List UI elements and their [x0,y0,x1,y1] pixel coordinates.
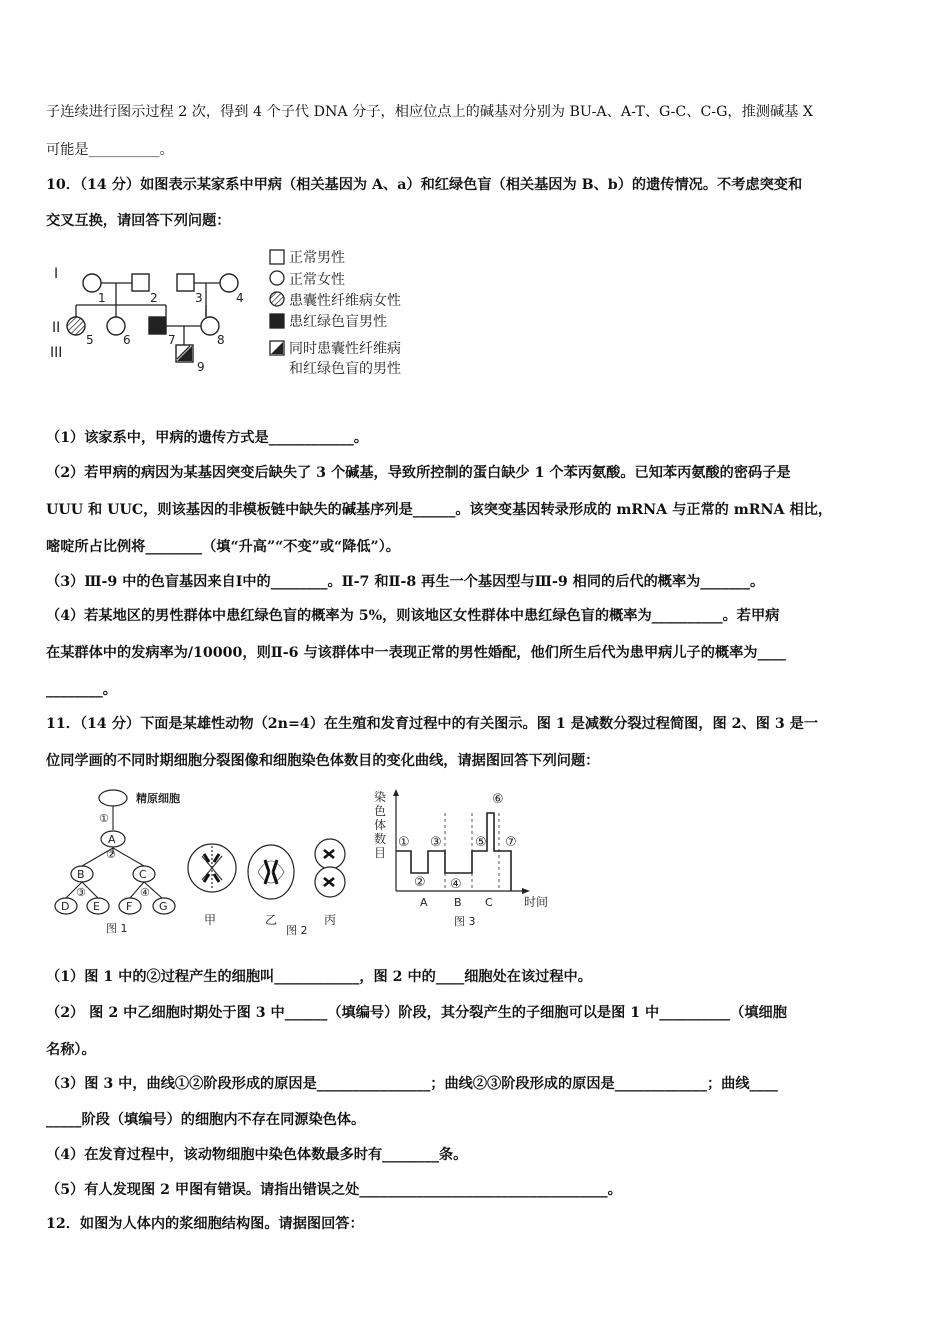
individual-II5 [67,317,85,335]
q11-intro-1: 11．（14 分）下面是某雄性动物（2n=4）在生殖和发育过程中的有关图示。图 1 是减数分裂过程简图，图 2、图 3 是一 [46,716,819,732]
fig1-step-1: ① [99,812,109,825]
fig3-stage-6: ⑥ [492,792,504,807]
num-2: 2 [150,291,158,305]
q9-line-2: 可能是__________。 [46,142,174,158]
fig3-ylabel-4: 数 [374,832,387,846]
q10-sub-2b: UUU 和 UUC，则该基因的非模板链中缺失的碱基序列是______。该突变基因转录形成的 mRNA 与正常的 mRNA 相比， [46,502,833,518]
q11-sub-2b: 名称）。 [46,1042,96,1058]
fig1-cell-F: F [126,900,133,913]
fig3-stage-1: ① [398,835,410,850]
q10-sub-4c: ________。 [46,682,117,698]
fig3-xlabel: 时间 [524,895,549,909]
individual-I1 [83,274,101,292]
num-3: 3 [195,291,203,305]
fig3-xtick-C: C [485,896,493,909]
q9-line-1: 子连续进行图示过程 2 次，得到 4 个子代 DNA 分子，相应位点上的碱基对分别为 BU-A、A-T、G-C、C-G，推测碱基 X [46,104,813,120]
num-6: 6 [123,333,131,347]
gen-label-3: III [50,345,63,361]
fig3-stage-4: ④ [450,877,462,892]
legend-normal-female: 正常女性 [289,272,345,288]
pedigree-figure [46,245,446,385]
q10-sub-4b: 在某群体中的发病率为/10000，则Ⅱ-6 与该群体中一表现正常的男性婚配，他们所生后代为患甲病儿子的概率为____ [46,645,786,661]
fig3-ylabel-1: 染 [374,790,387,804]
num-4: 4 [236,291,244,305]
q11-sub-1: （1）图 1 中的②过程产生的细胞叫____________，图 2 中的____细胞处在该过程中。 [46,969,592,985]
fig2-label-jia: 甲 [204,913,217,927]
figure-1-meiosis [46,786,186,936]
fig3-xtick-A: A [420,896,428,909]
legend-both-line2: 和红绿色盲的男性 [289,361,401,377]
q10-sub-2a: （2）若甲病的病因为某基因突变后缺失了 3 个碱基，导致所控制的蛋白缺少 1 个苯丙氨酸。已知苯丙氨酸的密码子是 [46,465,791,481]
fig1-top-label: 精原细胞 [136,792,180,805]
legend-normal-male: 正常男性 [289,250,345,266]
fig1-step-3: ③ [76,886,86,899]
figure-3-curve [374,788,560,936]
individual-I4 [220,274,238,292]
num-5: 5 [86,333,94,347]
individual-I3 [177,274,194,291]
figure-2-cells [186,824,361,936]
q10-sub-4a: （4）若某地区的男性群体中患红绿色盲的概率为 5%，则该地区女性群体中患红绿色盲的概率为__________。若甲病 [46,608,780,624]
q11-sub-4: （4）在发育过程中，该动物细胞中染色体数最多时有________条。 [46,1147,468,1163]
num-8: 8 [217,333,225,347]
individual-I2 [132,274,149,291]
fig3-ylabel-3: 体 [374,818,387,832]
fig1-step-4: ④ [140,886,150,899]
fig1-cell-D: D [61,900,70,913]
fig2-caption: 图 2 [286,924,308,936]
gen-label-1: I [54,266,59,282]
fig3-caption: 图 3 [454,915,476,928]
fig1-cell-E: E [93,900,100,913]
fig3-ylabel-2: 色 [374,804,387,818]
legend-cb-male: 患红绿色盲男性 [289,314,387,330]
fig1-cell-A: A [108,833,116,846]
q12-intro: 12．如图为人体内的浆细胞结构图。请据图回答： [46,1216,364,1232]
num-7: 7 [168,333,176,347]
q10-sub-1: （1）该家系中，甲病的遗传方式是____________。 [46,430,368,446]
q11-sub-3b: _____阶段（填编号）的细胞内不存在同源染色体。 [46,1112,366,1128]
fig3-stage-5: ⑤ [475,835,487,850]
q10-intro-1: 10．（14 分）如图表示某家系中甲病（相关基因为 A、a）和红绿色盲（相关基因为 B、b）的遗传情况。不考虑突变和 [46,177,803,193]
fig1-cell-B: B [77,868,85,881]
q10-sub-2c: 嘧啶所占比例将________（填“升高”“不变”或“降低”）。 [46,539,400,555]
q10-sub-3: （3）Ⅲ-9 中的色盲基因来自Ⅰ中的________。Ⅱ-7 和Ⅱ-8 再生一个基因型与Ⅲ-9 相同的后代的概率为_______。 [46,574,765,590]
q11-sub-3a: （3）图 3 中，曲线①②阶段形成的原因是________________；曲线②③阶段形成的原因是_____________；曲线____ [46,1076,778,1092]
q11-sub-5: （5）有人发现图 2 甲图有错误。请指出错误之处___________________________________。 [46,1182,622,1198]
fig2-label-bing: 丙 [324,913,337,927]
fig1-caption: 图 1 [106,922,128,935]
fig1-cell-C: C [139,868,147,881]
fig1-step-2: ② [106,848,116,861]
fig2-label-yi: 乙 [265,913,278,927]
q11-sub-2a: （2） 图 2 中乙细胞时期处于图 3 中______（填编号）阶段，其分裂产生的子细胞可以是图 1 中__________（填细胞 [46,1005,787,1021]
num-1: 1 [98,291,106,305]
fig3-stage-7: ⑦ [505,835,517,850]
fig3-stage-3: ③ [430,835,442,850]
legend-cf-female: 患囊性纤维病女性 [289,293,401,309]
num-9: 9 [197,360,205,374]
legend-both-line1: 同时患囊性纤维病 [289,341,401,357]
individual-II7 [149,317,166,334]
q11-intro-2: 位同学画的不同时期细胞分裂图像和细胞染色体数目的变化曲线，请据图回答下列问题： [46,753,600,769]
fig3-stage-2: ② [414,875,426,890]
fig1-cell-G: G [159,900,168,913]
q10-intro-2: 交叉互换，请回答下列问题： [46,213,231,229]
gen-label-2: II [52,320,61,336]
fig3-ylabel-5: 目 [374,846,387,860]
fig3-xtick-B: B [454,896,462,909]
